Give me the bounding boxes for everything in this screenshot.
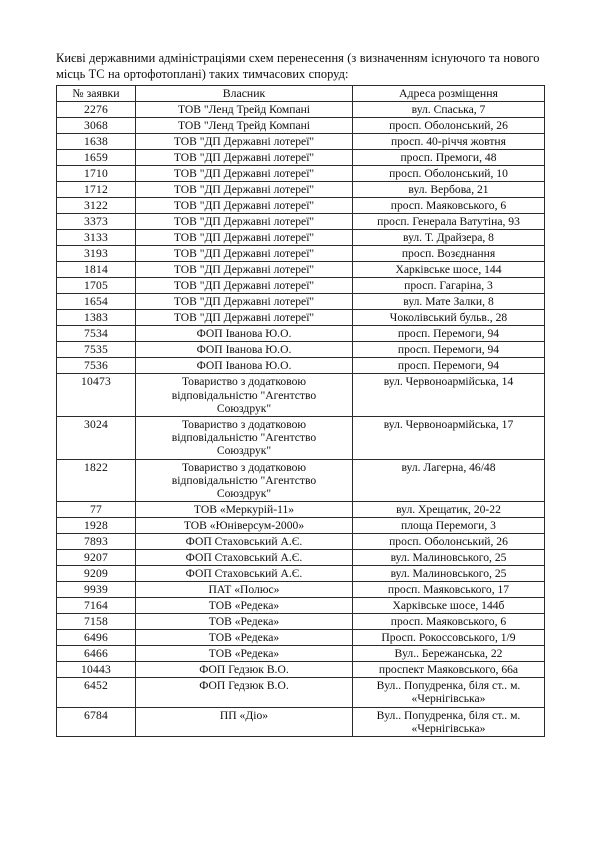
cell-address: просп. Премоги, 48: [353, 150, 545, 166]
cell-application-number: 1383: [57, 310, 136, 326]
cell-owner: ФОП Стаховський А.Є.: [136, 550, 353, 566]
cell-address: вул. Лагерна, 46/48: [353, 459, 545, 502]
cell-address: просп. Оболонський, 26: [353, 534, 545, 550]
cell-application-number: 3068: [57, 118, 136, 134]
cell-owner: ТОВ "ДП Державні лотереї": [136, 150, 353, 166]
column-header-application-number: № заявки: [57, 86, 136, 102]
intro-line-2: та нового місць ТС на ортофотоплані) таких тимчасових споруд:: [56, 51, 540, 82]
table-row: [57, 262, 545, 278]
column-header-owner: Власник: [136, 86, 353, 102]
cell-application-number: 6784: [57, 707, 136, 736]
cell-application-number: 2276: [57, 102, 136, 118]
cell-address: Вул.. Попудренка, біля ст.. м. «Чернігівська»: [353, 678, 545, 707]
cell-address: просп. Маяковського, 6: [353, 198, 545, 214]
cell-application-number: 7893: [57, 534, 136, 550]
cell-owner: ТОВ "ДП Державні лотереї": [136, 246, 353, 262]
table-row: [57, 246, 545, 262]
cell-application-number: 9939: [57, 582, 136, 598]
cell-application-number: 10473: [57, 374, 136, 417]
table-row: [57, 214, 545, 230]
cell-application-number: 3024: [57, 417, 136, 460]
cell-owner: ТОВ "Ленд Трейд Компані: [136, 102, 353, 118]
cell-address: площа Перемоги, 3: [353, 518, 545, 534]
cell-owner: ТОВ «Редека»: [136, 598, 353, 614]
cell-address: вул. Червоноармійська, 14: [353, 374, 545, 417]
cell-address: просп. Маяковського, 17: [353, 582, 545, 598]
table-row: [57, 182, 545, 198]
cell-application-number: 9207: [57, 550, 136, 566]
cell-application-number: 9209: [57, 566, 136, 582]
cell-application-number: 1659: [57, 150, 136, 166]
cell-application-number: 3193: [57, 246, 136, 262]
cell-owner: ТОВ «Редека»: [136, 614, 353, 630]
cell-address: просп. Возєднання: [353, 246, 545, 262]
cell-owner: ТОВ "ДП Державні лотереї": [136, 278, 353, 294]
cell-application-number: 1822: [57, 459, 136, 502]
cell-owner: Товариство з додатковою відповідальністю "Агентство Союздрук": [136, 417, 353, 460]
cell-owner: ТОВ "ДП Державні лотереї": [136, 134, 353, 150]
cell-address: просп. Оболонський, 26: [353, 118, 545, 134]
table-row: [57, 294, 545, 310]
cell-application-number: 3122: [57, 198, 136, 214]
table-row: [57, 198, 545, 214]
cell-address: Просп. Рокоссовського, 1/9: [353, 630, 545, 646]
intro-line-1: Києві державними адміністраціями схем перенесення (з визначенням існуючого: [56, 51, 486, 65]
cell-address: просп. 40-річчя жовтня: [353, 134, 545, 150]
table-row: [57, 678, 545, 707]
temporary-structures-table: [56, 85, 545, 737]
cell-address: просп. Маяковського, 6: [353, 614, 545, 630]
cell-owner: ТОВ "ДП Державні лотереї": [136, 294, 353, 310]
intro-paragraph: [56, 50, 544, 82]
table-row: [57, 358, 545, 374]
cell-owner: ТОВ «Редека»: [136, 646, 353, 662]
cell-address: вул. Т. Драйзера, 8: [353, 230, 545, 246]
table-row: [57, 118, 545, 134]
cell-owner: ФОП Іванова Ю.О.: [136, 326, 353, 342]
table-header: [57, 86, 545, 102]
table-row: [57, 566, 545, 582]
cell-application-number: 7534: [57, 326, 136, 342]
cell-address: просп. Перемоги, 94: [353, 326, 545, 342]
cell-owner: ТОВ "ДП Державні лотереї": [136, 310, 353, 326]
table-row: [57, 310, 545, 326]
table-row: [57, 326, 545, 342]
cell-application-number: 10443: [57, 662, 136, 678]
cell-address: вул. Мате Залки, 8: [353, 294, 545, 310]
cell-address: вул. Спаська, 7: [353, 102, 545, 118]
table-row: [57, 598, 545, 614]
cell-application-number: 1638: [57, 134, 136, 150]
cell-owner: ТОВ «Меркурій-11»: [136, 502, 353, 518]
cell-owner: ТОВ "Ленд Трейд Компані: [136, 118, 353, 134]
cell-address: вул. Хрещатик, 20-22: [353, 502, 545, 518]
table-row: [57, 102, 545, 118]
cell-application-number: 6452: [57, 678, 136, 707]
table-row: [57, 614, 545, 630]
cell-owner: ПП «Діо»: [136, 707, 353, 736]
cell-owner: ПАТ «Полюс»: [136, 582, 353, 598]
cell-owner: Товариство з додатковою відповідальністю "Агентство Союздрук": [136, 459, 353, 502]
cell-address: Харківське шосе, 144: [353, 262, 545, 278]
table-row: [57, 630, 545, 646]
cell-owner: ТОВ «Редека»: [136, 630, 353, 646]
table-row: [57, 707, 545, 736]
table-row: [57, 534, 545, 550]
cell-address: Чоколівський бульв., 28: [353, 310, 545, 326]
table-row: [57, 662, 545, 678]
cell-address: Вул.. Бережанська, 22: [353, 646, 545, 662]
cell-address: просп. Перемоги, 94: [353, 358, 545, 374]
table-row: [57, 166, 545, 182]
cell-application-number: 1814: [57, 262, 136, 278]
table-row: [57, 374, 545, 417]
cell-application-number: 1928: [57, 518, 136, 534]
cell-owner: ФОП Стаховський А.Є.: [136, 566, 353, 582]
table-row: [57, 550, 545, 566]
cell-application-number: 7536: [57, 358, 136, 374]
cell-application-number: 7158: [57, 614, 136, 630]
table-row: [57, 518, 545, 534]
cell-owner: ФОП Іванова Ю.О.: [136, 358, 353, 374]
cell-address: просп. Генерала Ватутіна, 93: [353, 214, 545, 230]
cell-application-number: 3133: [57, 230, 136, 246]
cell-owner: ТОВ "ДП Державні лотереї": [136, 198, 353, 214]
table-header-row: [57, 86, 545, 102]
cell-address: просп. Перемоги, 94: [353, 342, 545, 358]
table-row: [57, 459, 545, 502]
table-row: [57, 417, 545, 460]
table-row: [57, 230, 545, 246]
cell-owner: ФОП Гедзюк В.О.: [136, 662, 353, 678]
cell-application-number: 3373: [57, 214, 136, 230]
cell-address: вул. Малиновського, 25: [353, 550, 545, 566]
table-row: [57, 134, 545, 150]
cell-owner: ТОВ "ДП Державні лотереї": [136, 182, 353, 198]
cell-owner: ФОП Стаховський А.Є.: [136, 534, 353, 550]
cell-owner: ТОВ «Юніверсум-2000»: [136, 518, 353, 534]
cell-application-number: 6496: [57, 630, 136, 646]
cell-owner: ФОП Іванова Ю.О.: [136, 342, 353, 358]
cell-owner: ФОП Гедзюк В.О.: [136, 678, 353, 707]
cell-application-number: 77: [57, 502, 136, 518]
table-row: [57, 646, 545, 662]
cell-owner: ТОВ "ДП Державні лотереї": [136, 166, 353, 182]
cell-address: проспект Маяковського, 66а: [353, 662, 545, 678]
table-row: [57, 342, 545, 358]
cell-address: вул. Червоноармійська, 17: [353, 417, 545, 460]
cell-application-number: 7164: [57, 598, 136, 614]
cell-owner: Товариство з додатковою відповідальністю "Агентство Союздрук": [136, 374, 353, 417]
cell-application-number: 1705: [57, 278, 136, 294]
cell-application-number: 1712: [57, 182, 136, 198]
cell-application-number: 6466: [57, 646, 136, 662]
table-row: [57, 150, 545, 166]
table-body: [57, 102, 545, 737]
table-row: [57, 502, 545, 518]
cell-owner: ТОВ "ДП Державні лотереї": [136, 230, 353, 246]
cell-application-number: 7535: [57, 342, 136, 358]
cell-address: вул. Малиновського, 25: [353, 566, 545, 582]
cell-address: просп. Оболонський, 10: [353, 166, 545, 182]
table-row: [57, 278, 545, 294]
cell-application-number: 1654: [57, 294, 136, 310]
cell-owner: ТОВ "ДП Державні лотереї": [136, 214, 353, 230]
cell-owner: ТОВ "ДП Державні лотереї": [136, 262, 353, 278]
cell-address: вул. Вербова, 21: [353, 182, 545, 198]
cell-address: Вул.. Попудренка, біля ст.. м. «Чернігівська»: [353, 707, 545, 736]
cell-application-number: 1710: [57, 166, 136, 182]
cell-address: Харківське шосе, 144б: [353, 598, 545, 614]
table-row: [57, 582, 545, 598]
column-header-address: Адреса розміщення: [353, 86, 545, 102]
cell-address: просп. Гагаріна, 3: [353, 278, 545, 294]
